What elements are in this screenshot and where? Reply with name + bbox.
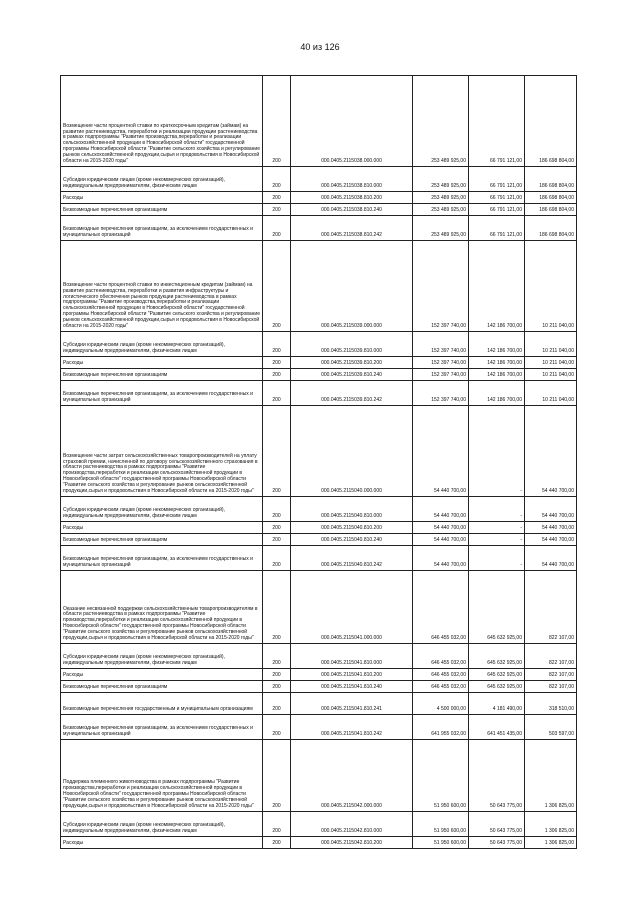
row-executed-amount: 66 791 121,00 bbox=[469, 167, 525, 192]
row-code: 200 bbox=[263, 522, 291, 534]
row-unexecuted-amount: 10 211 040,00 bbox=[525, 357, 577, 369]
row-unexecuted-amount: 186 698 804,00 bbox=[525, 192, 577, 204]
row-unexecuted-amount: 822 107,00 bbox=[525, 681, 577, 693]
row-unexecuted-amount: 54 440 700,00 bbox=[525, 546, 577, 571]
row-approved-amount: 152 397 740,00 bbox=[413, 381, 469, 406]
table-row bbox=[61, 216, 577, 241]
row-classification-code: 000.0405.2115041.810.000 bbox=[291, 644, 413, 669]
row-executed-amount: 50 643 775,00 bbox=[469, 837, 525, 849]
row-code: 200 bbox=[263, 497, 291, 522]
row-approved-amount: 51 950 600,00 bbox=[413, 740, 469, 812]
row-classification-code: 000.0405.2115039.810.200 bbox=[291, 357, 413, 369]
row-executed-amount: 4 181 490,00 bbox=[469, 693, 525, 715]
row-code: 200 bbox=[263, 812, 291, 837]
row-description: Оказание несвязанной поддержки сельскохозяйственным товаропроизводителям в области растениеводства в рамках подпрограммы "Развитие производства,переработки и реализации сельскохозяйственной продукции в Новосибирской области" государственной программы Новосибирской области "Развитие сельского хозяйства и регулирование рынков сельскохозяйственной продукции,сырья и продовольствия в Новосибирской области на 2015-2020 годы" bbox=[61, 571, 263, 644]
table-row bbox=[61, 522, 577, 534]
table-row bbox=[61, 644, 577, 669]
row-code: 200 bbox=[263, 369, 291, 381]
row-code: 200 bbox=[263, 546, 291, 571]
row-executed-amount: 66 791 121,00 bbox=[469, 204, 525, 216]
row-approved-amount: 54 440 700,00 bbox=[413, 406, 469, 497]
table-row bbox=[61, 669, 577, 681]
row-code: 200 bbox=[263, 681, 291, 693]
table-row bbox=[61, 381, 577, 406]
row-classification-code: 000.0405.2115040.810.242 bbox=[291, 546, 413, 571]
row-executed-amount: 66 791 121,00 bbox=[469, 76, 525, 167]
row-executed-amount: 142 186 700,00 bbox=[469, 332, 525, 357]
table-row bbox=[61, 837, 577, 849]
table-row bbox=[61, 740, 577, 812]
row-unexecuted-amount: 10 211 040,00 bbox=[525, 369, 577, 381]
row-unexecuted-amount: 54 440 700,00 bbox=[525, 497, 577, 522]
row-approved-amount: 646 455 032,00 bbox=[413, 571, 469, 644]
row-description: Безвозмездные перечисления организациям bbox=[61, 369, 263, 381]
row-approved-amount: 54 440 700,00 bbox=[413, 546, 469, 571]
row-approved-amount: 646 455 032,00 bbox=[413, 644, 469, 669]
table-row bbox=[61, 357, 577, 369]
row-description: Субсидии юридическим лицам (кроме некоммерческих организаций), индивидуальным предпринимателям, физическим лицам bbox=[61, 497, 263, 522]
row-unexecuted-amount: 186 698 804,00 bbox=[525, 204, 577, 216]
row-approved-amount: 646 455 032,00 bbox=[413, 681, 469, 693]
row-classification-code: 000.0405.2115041.810.241 bbox=[291, 693, 413, 715]
row-unexecuted-amount: 10 211 040,00 bbox=[525, 241, 577, 332]
row-approved-amount: 51 950 600,00 bbox=[413, 837, 469, 849]
row-description: Расходы bbox=[61, 192, 263, 204]
row-approved-amount: 54 440 700,00 bbox=[413, 522, 469, 534]
row-classification-code: 000.0405.2115040.810.000 bbox=[291, 497, 413, 522]
row-description: Субсидии юридическим лицам (кроме некоммерческих организаций), индивидуальным предпринимателям, физическим лицам bbox=[61, 332, 263, 357]
row-code: 200 bbox=[263, 192, 291, 204]
row-code: 200 bbox=[263, 669, 291, 681]
row-executed-amount: 645 632 925,00 bbox=[469, 644, 525, 669]
row-description: Безвозмездные перечисления организациям, за исключением государственных и муниципальных организаций bbox=[61, 546, 263, 571]
row-description: Субсидии юридическим лицам (кроме некоммерческих организаций), индивидуальным предпринимателям, физическим лицам bbox=[61, 167, 263, 192]
row-unexecuted-amount: 822 107,00 bbox=[525, 571, 577, 644]
row-executed-amount: 66 791 121,00 bbox=[469, 192, 525, 204]
row-description: Возмещение части процентной ставки по краткосрочным кредитам (займам) на развитие растениеводства, переработки и реализации продукции растениеводства в рамках подпрограммы "Развитие производства,переработки и реализации сельскохозяйственной продукции в Новосибирской области" государственной программы Новосибирской области "Развитие сельского хозяйства и регулирование рынков сельскохозяйственной продукции,сырья и продовольствия в Новосибирской области на 2015-2020 годы" bbox=[61, 76, 263, 167]
row-executed-amount: 142 186 700,00 bbox=[469, 369, 525, 381]
row-unexecuted-amount: 54 440 700,00 bbox=[525, 534, 577, 546]
table-row bbox=[61, 406, 577, 497]
row-description: Безвозмездные перечисления организациям, за исключением государственных и муниципальных организаций bbox=[61, 216, 263, 241]
row-classification-code: 000.0405.2115040.810.200 bbox=[291, 522, 413, 534]
table-row bbox=[61, 497, 577, 522]
row-executed-amount: 66 791 121,00 bbox=[469, 216, 525, 241]
table-row bbox=[61, 241, 577, 332]
row-classification-code: 000.0405.2115040.000.000 bbox=[291, 406, 413, 497]
row-approved-amount: 253 489 925,00 bbox=[413, 204, 469, 216]
table-row bbox=[61, 534, 577, 546]
table-row bbox=[61, 812, 577, 837]
row-unexecuted-amount: 54 440 700,00 bbox=[525, 522, 577, 534]
row-classification-code: 000.0405.2115042.810.000 bbox=[291, 812, 413, 837]
row-executed-amount: 645 632 925,00 bbox=[469, 681, 525, 693]
table-row bbox=[61, 693, 577, 715]
row-code: 200 bbox=[263, 76, 291, 167]
row-approved-amount: 54 440 700,00 bbox=[413, 497, 469, 522]
table-row bbox=[61, 571, 577, 644]
row-approved-amount: 152 397 740,00 bbox=[413, 241, 469, 332]
row-description: Субсидии юридическим лицам (кроме некоммерческих организаций), индивидуальным предпринимателям, физическим лицам bbox=[61, 644, 263, 669]
budget-execution-table bbox=[60, 75, 577, 849]
row-approved-amount: 253 489 925,00 bbox=[413, 76, 469, 167]
row-description: Безвозмездные перечисления государственным и муниципальным организациям bbox=[61, 693, 263, 715]
row-description: Поддержка племенного животноводства в рамках подпрограммы "Развитие производства,переработки и реализации сельскохозяйственной продукции в Новосибирской области" государственной программы Новосибирской области "Развитие сельского хозяйства и регулирование рынков сельскохозяйственной продукции,сырья и продовольствия в Новосибирской области на 2015-2020 годы" bbox=[61, 740, 263, 812]
table-row bbox=[61, 715, 577, 740]
row-description: Субсидии юридическим лицам (кроме некоммерческих организаций), индивидуальным предпринимателям, физическим лицам bbox=[61, 812, 263, 837]
row-code: 200 bbox=[263, 167, 291, 192]
row-unexecuted-amount: 1 306 825,00 bbox=[525, 812, 577, 837]
row-approved-amount: 253 489 925,00 bbox=[413, 167, 469, 192]
row-unexecuted-amount: 318 510,00 bbox=[525, 693, 577, 715]
row-classification-code: 000.0405.2115038.810.242 bbox=[291, 216, 413, 241]
row-executed-amount: 641 451 435,00 bbox=[469, 715, 525, 740]
row-approved-amount: 51 950 600,00 bbox=[413, 812, 469, 837]
row-classification-code: 000.0405.2115039.810.242 bbox=[291, 381, 413, 406]
row-code: 200 bbox=[263, 644, 291, 669]
row-approved-amount: 54 440 700,00 bbox=[413, 534, 469, 546]
row-classification-code: 000.0405.2115041.810.242 bbox=[291, 715, 413, 740]
row-code: 200 bbox=[263, 381, 291, 406]
row-code: 200 bbox=[263, 357, 291, 369]
row-executed-amount: - bbox=[469, 522, 525, 534]
row-classification-code: 000.0405.2115039.000.000 bbox=[291, 241, 413, 332]
table-row bbox=[61, 204, 577, 216]
row-executed-amount: - bbox=[469, 534, 525, 546]
row-executed-amount: 50 643 775,00 bbox=[469, 812, 525, 837]
row-approved-amount: 253 489 925,00 bbox=[413, 216, 469, 241]
row-approved-amount: 152 397 740,00 bbox=[413, 369, 469, 381]
row-code: 200 bbox=[263, 693, 291, 715]
row-description: Расходы bbox=[61, 837, 263, 849]
row-classification-code: 000.0405.2115038.810.000 bbox=[291, 167, 413, 192]
row-approved-amount: 646 455 032,00 bbox=[413, 669, 469, 681]
row-executed-amount: 645 632 925,00 bbox=[469, 571, 525, 644]
row-unexecuted-amount: 1 306 825,00 bbox=[525, 837, 577, 849]
table-row bbox=[61, 332, 577, 357]
table-row bbox=[61, 192, 577, 204]
row-unexecuted-amount: 822 107,00 bbox=[525, 644, 577, 669]
row-unexecuted-amount: 503 597,00 bbox=[525, 715, 577, 740]
row-unexecuted-amount: 10 211 040,00 bbox=[525, 332, 577, 357]
page-number: 40 из 126 bbox=[300, 42, 340, 52]
row-description: Безвозмездные перечисления организациям, за исключением государственных и муниципальных организаций bbox=[61, 381, 263, 406]
row-description: Безвозмездные перечисления организациям, за исключением государственных и муниципальных организаций bbox=[61, 715, 263, 740]
row-description: Безвозмездные перечисления организациям bbox=[61, 204, 263, 216]
row-approved-amount: 4 500 000,00 bbox=[413, 693, 469, 715]
row-classification-code: 000.0405.2115042.810.200 bbox=[291, 837, 413, 849]
row-executed-amount: 645 632 925,00 bbox=[469, 669, 525, 681]
row-code: 200 bbox=[263, 216, 291, 241]
row-executed-amount: 142 186 700,00 bbox=[469, 381, 525, 406]
row-description: Расходы bbox=[61, 357, 263, 369]
row-description: Расходы bbox=[61, 522, 263, 534]
row-description: Безвозмездные перечисления организациям bbox=[61, 534, 263, 546]
row-classification-code: 000.0405.2115041.000.000 bbox=[291, 571, 413, 644]
row-approved-amount: 152 397 740,00 bbox=[413, 357, 469, 369]
row-approved-amount: 253 489 925,00 bbox=[413, 192, 469, 204]
row-executed-amount: - bbox=[469, 406, 525, 497]
row-executed-amount: 142 186 700,00 bbox=[469, 241, 525, 332]
row-classification-code: 000.0405.2115038.000.000 bbox=[291, 76, 413, 167]
row-code: 200 bbox=[263, 534, 291, 546]
table-row bbox=[61, 167, 577, 192]
row-classification-code: 000.0405.2115042.000.000 bbox=[291, 740, 413, 812]
row-classification-code: 000.0405.2115039.810.000 bbox=[291, 332, 413, 357]
row-code: 200 bbox=[263, 837, 291, 849]
row-code: 200 bbox=[263, 740, 291, 812]
row-description: Возмещение части процентной ставки по инвестиционным кредитам (займам) на развитие растениеводства, переработки и развития инфраструктуры и логистического обеспечения рынков продукции растениеводства в рамках подпрограммы "Развитие производства,переработки и реализации сельскохозяйственной продукции в Новосибирской области" государственной программы Новосибирской области "Развитие сельского хозяйства и регулирование рынков сельскохозяйственной продукции,сырья и продовольствия в Новосибирской области на 2015-2020 годы" bbox=[61, 241, 263, 332]
row-code: 200 bbox=[263, 571, 291, 644]
row-classification-code: 000.0405.2115039.810.240 bbox=[291, 369, 413, 381]
row-code: 200 bbox=[263, 715, 291, 740]
row-executed-amount: - bbox=[469, 497, 525, 522]
row-unexecuted-amount: 186 698 804,00 bbox=[525, 76, 577, 167]
table-row bbox=[61, 546, 577, 571]
row-code: 200 bbox=[263, 332, 291, 357]
row-unexecuted-amount: 186 698 804,00 bbox=[525, 167, 577, 192]
row-executed-amount: - bbox=[469, 546, 525, 571]
table-row bbox=[61, 76, 577, 167]
row-unexecuted-amount: 1 306 825,00 bbox=[525, 740, 577, 812]
row-executed-amount: 142 186 700,00 bbox=[469, 357, 525, 369]
row-classification-code: 000.0405.2115041.810.240 bbox=[291, 681, 413, 693]
row-approved-amount: 641 955 032,00 bbox=[413, 715, 469, 740]
table-row bbox=[61, 681, 577, 693]
row-description: Расходы bbox=[61, 669, 263, 681]
row-executed-amount: 50 643 775,00 bbox=[469, 740, 525, 812]
row-unexecuted-amount: 10 211 040,00 bbox=[525, 381, 577, 406]
row-unexecuted-amount: 54 440 700,00 bbox=[525, 406, 577, 497]
row-description: Безвозмездные перечисления организациям bbox=[61, 681, 263, 693]
row-classification-code: 000.0405.2115041.810.200 bbox=[291, 669, 413, 681]
row-description: Возмещение части затрат сельскохозяйственных товаропроизводителей на уплату страховой премии, начисленной по договору сельскохозяйственного страхования в области растениеводства в рамках подпрограммы "Развитие производства,переработки и реализации сельскохозяйственной продукции в Новосибирской области" государственной программы Новосибирской области "Развитие сельского хозяйства и регулирование рынков сельскохозяйственной продукции,сырья и продовольствия в Новосибирской области на 2015-2020 годы" bbox=[61, 406, 263, 497]
row-classification-code: 000.0405.2115038.810.200 bbox=[291, 192, 413, 204]
row-classification-code: 000.0405.2115040.810.240 bbox=[291, 534, 413, 546]
row-unexecuted-amount: 186 698 804,00 bbox=[525, 216, 577, 241]
row-unexecuted-amount: 822 107,00 bbox=[525, 669, 577, 681]
row-approved-amount: 152 397 740,00 bbox=[413, 332, 469, 357]
row-code: 200 bbox=[263, 406, 291, 497]
row-code: 200 bbox=[263, 241, 291, 332]
row-code: 200 bbox=[263, 204, 291, 216]
table-row bbox=[61, 369, 577, 381]
row-classification-code: 000.0405.2115038.810.240 bbox=[291, 204, 413, 216]
